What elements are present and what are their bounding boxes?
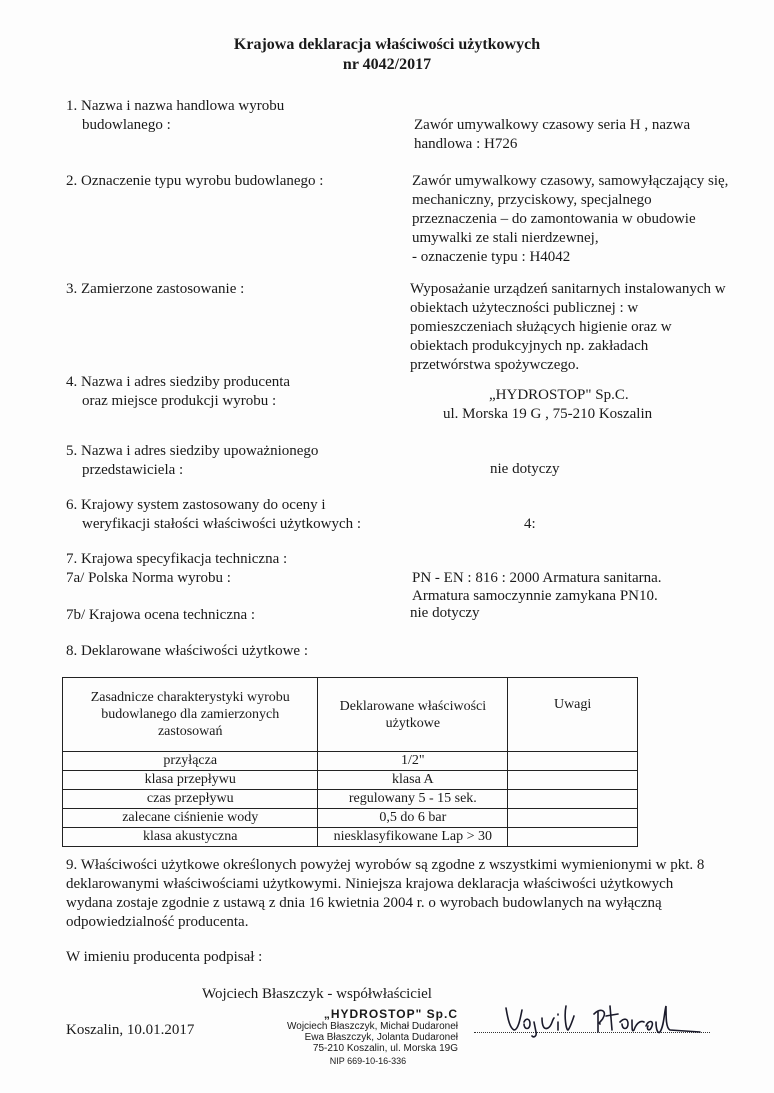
stamp-nip: NIP 669-10-16-336 <box>329 1056 407 1066</box>
property-cell: klasa akustyczna <box>63 828 318 847</box>
section-1-label-cont: budowlanego : <box>82 117 171 133</box>
note-cell <box>508 771 638 790</box>
property-cell: zalecane ciśnienie wody <box>63 809 318 828</box>
section-9-line-4: odpowiedzialność producenta. <box>66 914 249 930</box>
section-1-value: Zawór umywalkowy czasowy seria H , nazwa <box>414 117 691 133</box>
property-cell: czas przepływu <box>63 790 318 809</box>
note-cell <box>508 790 638 809</box>
stamp-owners-2: Ewa Błaszczyk, Jolanta Dudaroneł <box>304 1032 458 1043</box>
section-8-label: 8. Deklarowane właściwości użytkowe : <box>66 643 309 659</box>
section-4-label-cont: oraz miejsce produkcji wyrobu : <box>82 393 277 409</box>
header-characteristics: Zasadnicze charakterystyki wyrobu budowlanego dla zamierzonych zastosowań <box>63 678 318 752</box>
section-1-value-cont: handlowa : H726 <box>414 136 518 152</box>
property-cell: przyłącza <box>63 752 318 771</box>
signed-by-label: W imieniu producenta podpisał : <box>66 949 263 965</box>
stamp-company: „HYDROSTOP" Sp.C <box>323 1007 458 1021</box>
document-title: Krajowa deklaracja właściwości użytkowych <box>233 36 541 53</box>
value-cell: regulowany 5 - 15 sek. <box>318 790 508 809</box>
section-3-value-2: obiektach użyteczności publicznej : w <box>410 300 639 316</box>
section-7a-value-1: PN - EN : 816 : 2000 Armatura sanitarna. <box>412 570 662 586</box>
note-cell <box>508 752 638 771</box>
value-cell: niesklasyfikowane Lap > 30 <box>318 828 508 847</box>
value-cell: 0,5 do 6 bar <box>318 809 508 828</box>
section-2-value-3: przeznaczenia – do zamontowania w obudowie <box>412 211 696 227</box>
section-2-value-2: mechaniczny, przyciskowy, specjalnego <box>412 192 652 208</box>
table-header-row <box>63 678 638 752</box>
table-row <box>63 828 638 847</box>
section-6-label: 6. Krajowy system zastosowany do oceny i <box>66 497 326 513</box>
section-3-label: 3. Zamierzone zastosowanie : <box>66 281 245 297</box>
section-3-value-3: pomieszczeniach służących higienie oraz w <box>410 319 672 335</box>
section-9-line-2: deklarowanymi właściwościami użytkowymi. Niniejsza krajowa deklaracja właściwości użytkowych <box>66 876 674 892</box>
producer-address: ul. Morska 19 G , 75-210 Koszalin <box>443 406 653 422</box>
note-cell <box>508 809 638 828</box>
section-7a-value-2: Armatura samoczynnie zamykana PN10. <box>412 588 658 604</box>
section-7b-value: nie dotyczy <box>410 605 480 621</box>
note-cell <box>508 828 638 847</box>
table-row <box>63 790 638 809</box>
section-4-label: 4. Nazwa i adres siedziby producenta <box>66 374 291 390</box>
value-cell: klasa A <box>318 771 508 790</box>
table-row <box>63 809 638 828</box>
section-2-label: 2. Oznaczenie typu wyrobu budowlanego : <box>66 173 324 189</box>
handwritten-signature <box>500 992 710 1040</box>
section-7-label: 7. Krajowa specyfikacja techniczna : <box>66 551 288 567</box>
section-2-value-4: umywalki ze stali nierdzewnej, <box>412 230 599 246</box>
place-and-date: Koszalin, 10.01.2017 <box>66 1022 195 1038</box>
section-6-label-cont: weryfikacji stałości właściwości użytkowych : <box>82 516 362 532</box>
section-5-value: nie dotyczy <box>490 461 560 477</box>
header-notes: Uwagi <box>508 678 638 752</box>
producer-name: „HYDROSTOP" Sp.C. <box>489 387 629 403</box>
signer-name: Wojciech Błaszczyk - współwłaściciel <box>202 986 432 1002</box>
stamp-owners-1: Wojciech Błaszczyk, Michał Dudaroneł <box>287 1021 458 1032</box>
section-2-value-5: - oznaczenie typu : H4042 <box>412 249 571 265</box>
company-stamp <box>278 1007 458 1066</box>
section-3-value-4: obiektach produkcyjnych np. zakładach <box>410 338 649 354</box>
value-cell: 1/2" <box>318 752 508 771</box>
stamp-address: 75-210 Koszalin, ul. Morska 19G <box>312 1043 458 1054</box>
declared-properties-table <box>62 677 638 847</box>
section-7a-label: 7a/ Polska Norma wyrobu : <box>66 570 231 586</box>
section-3-value-1: Wyposażanie urządzeń sanitarnych instalowanych w <box>410 281 726 297</box>
section-6-value: 4: <box>524 516 536 532</box>
document-number: nr 4042/2017 <box>342 56 432 73</box>
header-declared-properties: Deklarowane właściwości użytkowe <box>318 678 508 752</box>
section-5-label: 5. Nazwa i adres siedziby upoważnionego <box>66 443 319 459</box>
section-9-line-3: wydana zostaje zgodnie z ustawą z dnia 16 kwietnia 2004 r. o wyrobach budowlanych na wyłączną <box>66 895 662 911</box>
table-row <box>63 771 638 790</box>
section-9-line-1: 9. Właściwości użytkowe określonych powyżej wyrobów są zgodne z wszystkimi wymienionymi w pkt. 8 <box>66 857 705 873</box>
section-7b-label: 7b/ Krajowa ocena techniczna : <box>66 607 256 623</box>
table-row <box>63 752 638 771</box>
section-1-label: 1. Nazwa i nazwa handlowa wyrobu <box>66 98 285 114</box>
section-3-value-5: przetwórstwa spożywczego. <box>410 357 580 373</box>
property-cell: klasa przepływu <box>63 771 318 790</box>
section-2-value-1: Zawór umywalkowy czasowy, samowyłączający się, <box>412 173 729 189</box>
section-5-label-cont: przedstawiciela : <box>82 462 184 478</box>
